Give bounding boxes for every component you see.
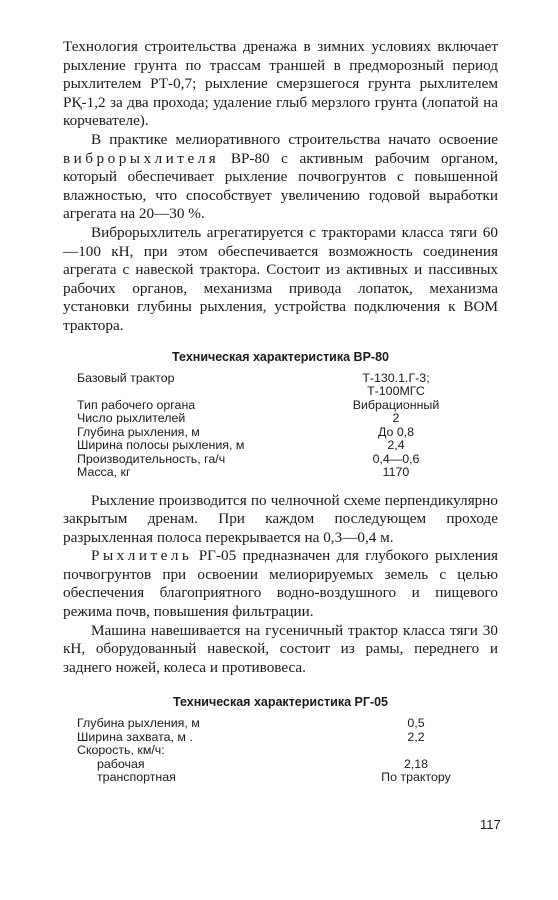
spec-value: 0,4—0,6 — [372, 451, 420, 466]
spec-label: Тип рабочего органа — [77, 397, 196, 412]
spec-row — [77, 412, 477, 426]
spec-label: Глубина рыхления, м — [77, 424, 200, 439]
spec-label: Скорость, км/ч: — [77, 743, 165, 758]
spec-value — [335, 744, 497, 758]
spec-value: 2 — [392, 411, 400, 425]
spec-row — [77, 453, 477, 467]
spec-value: 2,2 — [407, 729, 425, 744]
spec-label: Ширина полосы рыхления, м — [77, 438, 245, 452]
spec-value: Вибрационный — [352, 397, 440, 412]
term-ripper: Рыхлитель — [91, 547, 193, 565]
spec-label: Ширина захвата, м . — [77, 729, 193, 744]
spec-value: 2,4 — [387, 438, 405, 452]
spec-value: 0,5 — [407, 716, 425, 731]
paragraph-text: РГ-05 предназначен для глубокого рыхления почвогрунтов при освоении мелиорируемых земель с целью обеспечения благоприятного водно-воздушного и пищевого режима почв, повышения фильтрации. — [63, 547, 498, 621]
document-page — [63, 38, 498, 785]
spec-row — [77, 758, 497, 772]
spec-row — [77, 744, 497, 758]
page-number: 117 — [480, 817, 501, 832]
spec-row — [77, 771, 497, 785]
paragraph-drainage-technology: Технология строительства дренажа в зимних условиях включает рыхление грунта по трассам траншей в предморозный период рыхлителем РТ-0,7; рыхление смерзшегося грунта рыхлителем РҚ-1,2 за два прохода; удаление глыб мерзлого грунта (лопатой на корчевателе). — [63, 38, 498, 130]
spec-label: Глубина рыхления, м — [77, 716, 200, 731]
spec-label: Число рыхлителей — [77, 411, 186, 425]
paragraph-rg05-machine: Машина навешивается на гусеничный трактор класса тяги 30 кН, оборудованный навеской, состоит из рамы, переднего и заднего ножей, колеса и противовеса. — [63, 621, 498, 676]
paragraph-text: В практике мелиоративного строительства начато освоение — [91, 130, 498, 148]
spec-row — [77, 439, 477, 453]
paragraph-rg05-purpose — [63, 547, 498, 621]
paragraph-vibro-ripper-aggregation: Виброрыхлитель агрегатируется с тракторами класса тяги 60—100 кН, при этом обеспечивается возможность соединения агрегата с навеской трактора. Состоит из активных и пассивных рабочих органов, механизма привода лопаток, механизма установки глубины рыхления, устройства подключения к ВОМ трактора. — [63, 223, 498, 334]
spec-value: 2,18 — [403, 756, 429, 771]
spec-row — [77, 426, 477, 440]
spec-value: 1170 — [382, 465, 410, 479]
spec-label: Производительность, га/ч — [77, 451, 226, 466]
spec-value: Т-130.1.Г-3; Т-100МГС — [362, 370, 430, 398]
spec-value: По трактору — [381, 770, 451, 785]
paragraph-ripping-scheme: Рыхление производится по челночной схеме перпендикулярно закрытым дренам. При каждом последующем проходе разрыхленная полоса перекрывается на 0,3—0,4 м. — [63, 491, 498, 546]
spec-label: рабочая — [97, 756, 145, 771]
spec-title-rg05: Техническая характеристика РГ-05 — [172, 695, 389, 710]
spec-row — [77, 372, 477, 399]
spec-label: транспортная — [97, 770, 176, 785]
paragraph-vibro-ripper-intro — [63, 131, 498, 224]
spec-row — [77, 731, 497, 745]
spec-table-rg05 — [77, 717, 497, 785]
spec-table-vr80 — [77, 372, 477, 480]
spec-row — [77, 466, 477, 480]
spec-title-vr80: Техническая характеристика ВР-80 — [172, 349, 389, 364]
spec-row — [77, 717, 497, 731]
spec-value: До 0,8 — [377, 424, 415, 439]
term-vibro-ripper: виброрыхлителя — [63, 149, 220, 167]
spec-row — [77, 399, 477, 413]
spec-label: Масса, кг — [77, 465, 131, 479]
spec-label: Базовый трактор — [77, 370, 175, 385]
paragraph-text: ВР-80 с активным рабочим органом, который обеспечивает рыхление почвогрунтов с повышенной влажностью, что способствует увеличению годовой выработки агрегата на 20—30 %. — [63, 149, 498, 223]
